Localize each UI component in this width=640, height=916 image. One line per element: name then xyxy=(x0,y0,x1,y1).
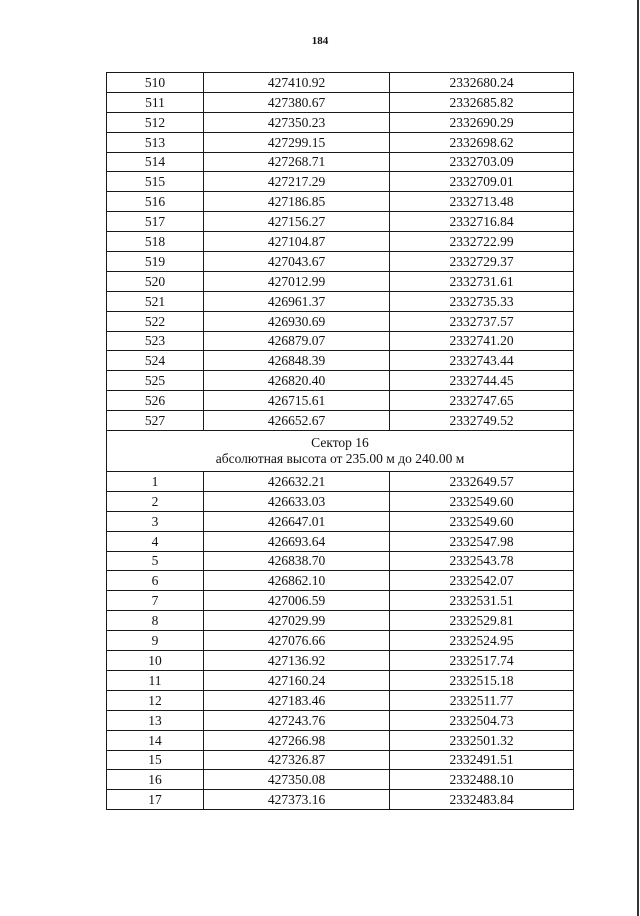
table-row xyxy=(107,472,574,492)
table-row xyxy=(107,571,574,591)
table-body-top xyxy=(107,73,574,431)
point-number-cell: 8 xyxy=(107,611,204,631)
point-number-cell: 518 xyxy=(107,232,204,252)
x-coordinate-cell: 426879.07 xyxy=(204,331,390,351)
table-row xyxy=(107,73,574,93)
y-coordinate-cell: 2332547.98 xyxy=(390,531,574,551)
table-body-bottom xyxy=(107,472,574,810)
x-coordinate-cell: 427183.46 xyxy=(204,690,390,710)
y-coordinate-cell: 2332549.60 xyxy=(390,491,574,511)
table-row xyxy=(107,391,574,411)
table-row xyxy=(107,92,574,112)
y-coordinate-cell: 2332743.44 xyxy=(390,351,574,371)
table-row xyxy=(107,252,574,272)
point-number-cell: 1 xyxy=(107,472,204,492)
x-coordinate-cell: 426633.03 xyxy=(204,491,390,511)
y-coordinate-cell: 2332549.60 xyxy=(390,511,574,531)
x-coordinate-cell: 427186.85 xyxy=(204,192,390,212)
x-coordinate-cell: 427076.66 xyxy=(204,631,390,651)
point-number-cell: 510 xyxy=(107,73,204,93)
point-number-cell: 524 xyxy=(107,351,204,371)
point-number-cell: 16 xyxy=(107,770,204,790)
table-row xyxy=(107,591,574,611)
y-coordinate-cell: 2332517.74 xyxy=(390,651,574,671)
y-coordinate-cell: 2332504.73 xyxy=(390,710,574,730)
table-row xyxy=(107,790,574,810)
y-coordinate-cell: 2332729.37 xyxy=(390,252,574,272)
table-row xyxy=(107,271,574,291)
x-coordinate-cell: 427243.76 xyxy=(204,710,390,730)
point-number-cell: 526 xyxy=(107,391,204,411)
point-number-cell: 14 xyxy=(107,730,204,750)
point-number-cell: 514 xyxy=(107,152,204,172)
table-row xyxy=(107,411,574,431)
y-coordinate-cell: 2332709.01 xyxy=(390,172,574,192)
coordinates-table xyxy=(106,72,574,810)
x-coordinate-cell: 427350.08 xyxy=(204,770,390,790)
x-coordinate-cell: 426848.39 xyxy=(204,351,390,371)
y-coordinate-cell: 2332511.77 xyxy=(390,690,574,710)
sector-title: Сектор 16 xyxy=(311,435,369,451)
y-coordinate-cell: 2332501.32 xyxy=(390,730,574,750)
x-coordinate-cell: 427268.71 xyxy=(204,152,390,172)
table-row xyxy=(107,670,574,690)
point-number-cell: 517 xyxy=(107,212,204,232)
sector-header-section xyxy=(107,431,574,472)
sector-subtitle: абсолютная высота от 235.00 м до 240.00 м xyxy=(215,451,465,467)
y-coordinate-cell: 2332749.52 xyxy=(390,411,574,431)
page-number: 184 xyxy=(311,35,329,47)
table-row xyxy=(107,651,574,671)
x-coordinate-cell: 426647.01 xyxy=(204,511,390,531)
y-coordinate-cell: 2332722.99 xyxy=(390,232,574,252)
table-row xyxy=(107,212,574,232)
y-coordinate-cell: 2332524.95 xyxy=(390,631,574,651)
table-row xyxy=(107,551,574,571)
y-coordinate-cell: 2332698.62 xyxy=(390,132,574,152)
table-row xyxy=(107,371,574,391)
point-number-cell: 7 xyxy=(107,591,204,611)
y-coordinate-cell: 2332741.20 xyxy=(390,331,574,351)
point-number-cell: 12 xyxy=(107,690,204,710)
table-row xyxy=(107,152,574,172)
point-number-cell: 9 xyxy=(107,631,204,651)
point-number-cell: 4 xyxy=(107,531,204,551)
x-coordinate-cell: 427326.87 xyxy=(204,750,390,770)
y-coordinate-cell: 2332690.29 xyxy=(390,112,574,132)
table-row xyxy=(107,112,574,132)
y-coordinate-cell: 2332680.24 xyxy=(390,73,574,93)
y-coordinate-cell: 2332703.09 xyxy=(390,152,574,172)
point-number-cell: 522 xyxy=(107,311,204,331)
table-row xyxy=(107,331,574,351)
x-coordinate-cell: 427043.67 xyxy=(204,252,390,272)
table-row xyxy=(107,710,574,730)
y-coordinate-cell: 2332747.65 xyxy=(390,391,574,411)
y-coordinate-cell: 2332488.10 xyxy=(390,770,574,790)
page-edge-line xyxy=(637,0,639,916)
x-coordinate-cell: 426838.70 xyxy=(204,551,390,571)
table-row xyxy=(107,491,574,511)
table-row xyxy=(107,291,574,311)
table-row xyxy=(107,531,574,551)
point-number-cell: 515 xyxy=(107,172,204,192)
x-coordinate-cell: 427012.99 xyxy=(204,271,390,291)
x-coordinate-cell: 427299.15 xyxy=(204,132,390,152)
x-coordinate-cell: 427029.99 xyxy=(204,611,390,631)
y-coordinate-cell: 2332491.51 xyxy=(390,750,574,770)
table-row xyxy=(107,631,574,651)
y-coordinate-cell: 2332542.07 xyxy=(390,571,574,591)
y-coordinate-cell: 2332483.84 xyxy=(390,790,574,810)
table-row xyxy=(107,611,574,631)
point-number-cell: 525 xyxy=(107,371,204,391)
y-coordinate-cell: 2332543.78 xyxy=(390,551,574,571)
point-number-cell: 520 xyxy=(107,271,204,291)
table-row xyxy=(107,192,574,212)
point-number-cell: 6 xyxy=(107,571,204,591)
point-number-cell: 17 xyxy=(107,790,204,810)
table-row xyxy=(107,232,574,252)
x-coordinate-cell: 426715.61 xyxy=(204,391,390,411)
y-coordinate-cell: 2332737.57 xyxy=(390,311,574,331)
x-coordinate-cell: 427410.92 xyxy=(204,73,390,93)
y-coordinate-cell: 2332731.61 xyxy=(390,271,574,291)
table-row xyxy=(107,172,574,192)
x-coordinate-cell: 426693.64 xyxy=(204,531,390,551)
point-number-cell: 512 xyxy=(107,112,204,132)
y-coordinate-cell: 2332713.48 xyxy=(390,192,574,212)
point-number-cell: 2 xyxy=(107,491,204,511)
x-coordinate-cell: 426652.67 xyxy=(204,411,390,431)
x-coordinate-cell: 426930.69 xyxy=(204,311,390,331)
table-row xyxy=(107,511,574,531)
y-coordinate-cell: 2332716.84 xyxy=(390,212,574,232)
x-coordinate-cell: 427104.87 xyxy=(204,232,390,252)
point-number-cell: 13 xyxy=(107,710,204,730)
table-row xyxy=(107,750,574,770)
point-number-cell: 513 xyxy=(107,132,204,152)
y-coordinate-cell: 2332515.18 xyxy=(390,670,574,690)
x-coordinate-cell: 426820.40 xyxy=(204,371,390,391)
point-number-cell: 11 xyxy=(107,670,204,690)
y-coordinate-cell: 2332649.57 xyxy=(390,472,574,492)
x-coordinate-cell: 427217.29 xyxy=(204,172,390,192)
x-coordinate-cell: 427266.98 xyxy=(204,730,390,750)
x-coordinate-cell: 426632.21 xyxy=(204,472,390,492)
x-coordinate-cell: 427350.23 xyxy=(204,112,390,132)
table-row xyxy=(107,690,574,710)
x-coordinate-cell: 427136.92 xyxy=(204,651,390,671)
table-row xyxy=(107,132,574,152)
y-coordinate-cell: 2332735.33 xyxy=(390,291,574,311)
point-number-cell: 516 xyxy=(107,192,204,212)
point-number-cell: 10 xyxy=(107,651,204,671)
sector-header-cell xyxy=(107,431,574,472)
table-row xyxy=(107,351,574,371)
x-coordinate-cell: 427160.24 xyxy=(204,670,390,690)
point-number-cell: 519 xyxy=(107,252,204,272)
y-coordinate-cell: 2332744.45 xyxy=(390,371,574,391)
table-row xyxy=(107,770,574,790)
point-number-cell: 523 xyxy=(107,331,204,351)
point-number-cell: 15 xyxy=(107,750,204,770)
point-number-cell: 5 xyxy=(107,551,204,571)
y-coordinate-cell: 2332685.82 xyxy=(390,92,574,112)
point-number-cell: 527 xyxy=(107,411,204,431)
x-coordinate-cell: 426961.37 xyxy=(204,291,390,311)
x-coordinate-cell: 427380.67 xyxy=(204,92,390,112)
x-coordinate-cell: 427006.59 xyxy=(204,591,390,611)
x-coordinate-cell: 427156.27 xyxy=(204,212,390,232)
y-coordinate-cell: 2332531.51 xyxy=(390,591,574,611)
sector-header-row xyxy=(107,431,574,472)
table-row xyxy=(107,730,574,750)
y-coordinate-cell: 2332529.81 xyxy=(390,611,574,631)
point-number-cell: 3 xyxy=(107,511,204,531)
point-number-cell: 521 xyxy=(107,291,204,311)
x-coordinate-cell: 427373.16 xyxy=(204,790,390,810)
point-number-cell: 511 xyxy=(107,92,204,112)
x-coordinate-cell: 426862.10 xyxy=(204,571,390,591)
table-row xyxy=(107,311,574,331)
